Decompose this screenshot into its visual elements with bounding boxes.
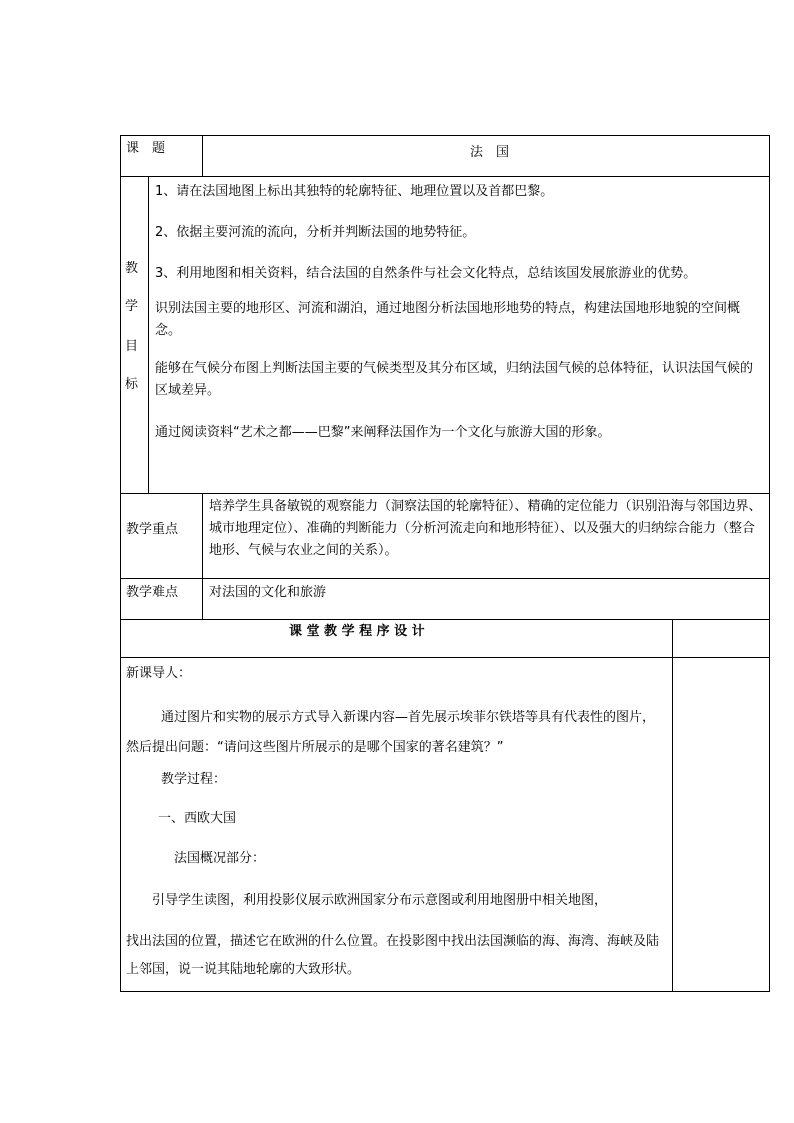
objectives-label-char: 学	[125, 299, 139, 314]
key-points-label: 教学重点	[126, 522, 179, 537]
difficulties-label: 教学难点	[126, 585, 179, 600]
paragraph: 引导学生读图，利用投影仪展示欧洲国家分布示意图或利用地图册中相关地图，	[152, 893, 608, 908]
objective-item: 2、依据主要河流的流向，分析并判断法国的地势特征。	[155, 225, 476, 240]
row-sep-1	[120, 176, 770, 177]
table-border-left	[120, 135, 121, 992]
objective-item: 3、利用地图和相关资料，结合法国的自然条件与社会文化特点，总结该国发展旅游业的优势。	[155, 266, 697, 281]
col-sep-objectives	[148, 176, 149, 494]
objectives-label-char: 教	[125, 261, 139, 276]
table-border-top	[120, 135, 770, 136]
col-sep-title	[202, 135, 203, 177]
objective-item: 识别法国主要的地形区、河流和湖泊，通过地图分析法国地形地势的特点，构建法国地形地貌的空间概念。	[155, 301, 741, 338]
intro-text: 通过图片和实物的展示方式导入新课内容—首先展示埃菲尔铁塔等具有代表性的图片，然后提出问题：“请问这些图片所展示的是哪个国家的著名建筑？”	[126, 710, 656, 755]
intro-label: 新课导人：	[126, 666, 192, 681]
objective-item: 通过阅读资料“艺术之都——巴黎”来阐释法国作为一个文化与旅游大国的形象。	[155, 425, 611, 440]
objectives-label-char: 标	[125, 377, 139, 392]
col-sep-procedure	[672, 619, 673, 992]
key-points-text: 培养学生具备敏锐的观察能力（洞察法国的轮廓特征）、精确的定位能力（识别沿海与邻国边界、城市地理定位）、准确的判断能力（分析河流走向和地形特征）、以及强大的归纳综合能力（整合地形、气候与农业之间的关系）。	[209, 499, 762, 558]
subsection-heading: 法国概况部分：	[174, 851, 266, 866]
objective-item: 能够在气候分布图上判断法国主要的气候类型及其分布区域，归纳法国气候的总体特征，认识法国气候的区域差异。	[155, 361, 754, 398]
objective-item: 1、请在法国地图上标出其独特的轮廓特征、地理位置以及首都巴黎。	[155, 184, 554, 199]
difficulties-text: 对法国的文化和旅游	[209, 585, 327, 600]
objectives-label-char: 目	[125, 339, 139, 354]
row-sep-2	[120, 493, 770, 494]
col-sep-keypoints	[202, 493, 203, 619]
section-heading: 一、西欧大国	[158, 811, 237, 826]
process-label: 教学过程：	[161, 772, 227, 787]
table-border-right	[769, 135, 770, 992]
page-title: 法 国	[470, 145, 510, 160]
procedure-heading: 课 堂 教 学 程 序 设 计	[289, 624, 425, 639]
row-sep-3	[120, 578, 770, 579]
topic-label: 课 题	[126, 141, 166, 156]
paragraph: 找出法国的位置，描述它在欧洲的什么位置。在投影图中找出法国濒临的海、海湾、海峡及陆上邻国，说一说其陆地轮廓的大致形状。	[126, 934, 660, 977]
